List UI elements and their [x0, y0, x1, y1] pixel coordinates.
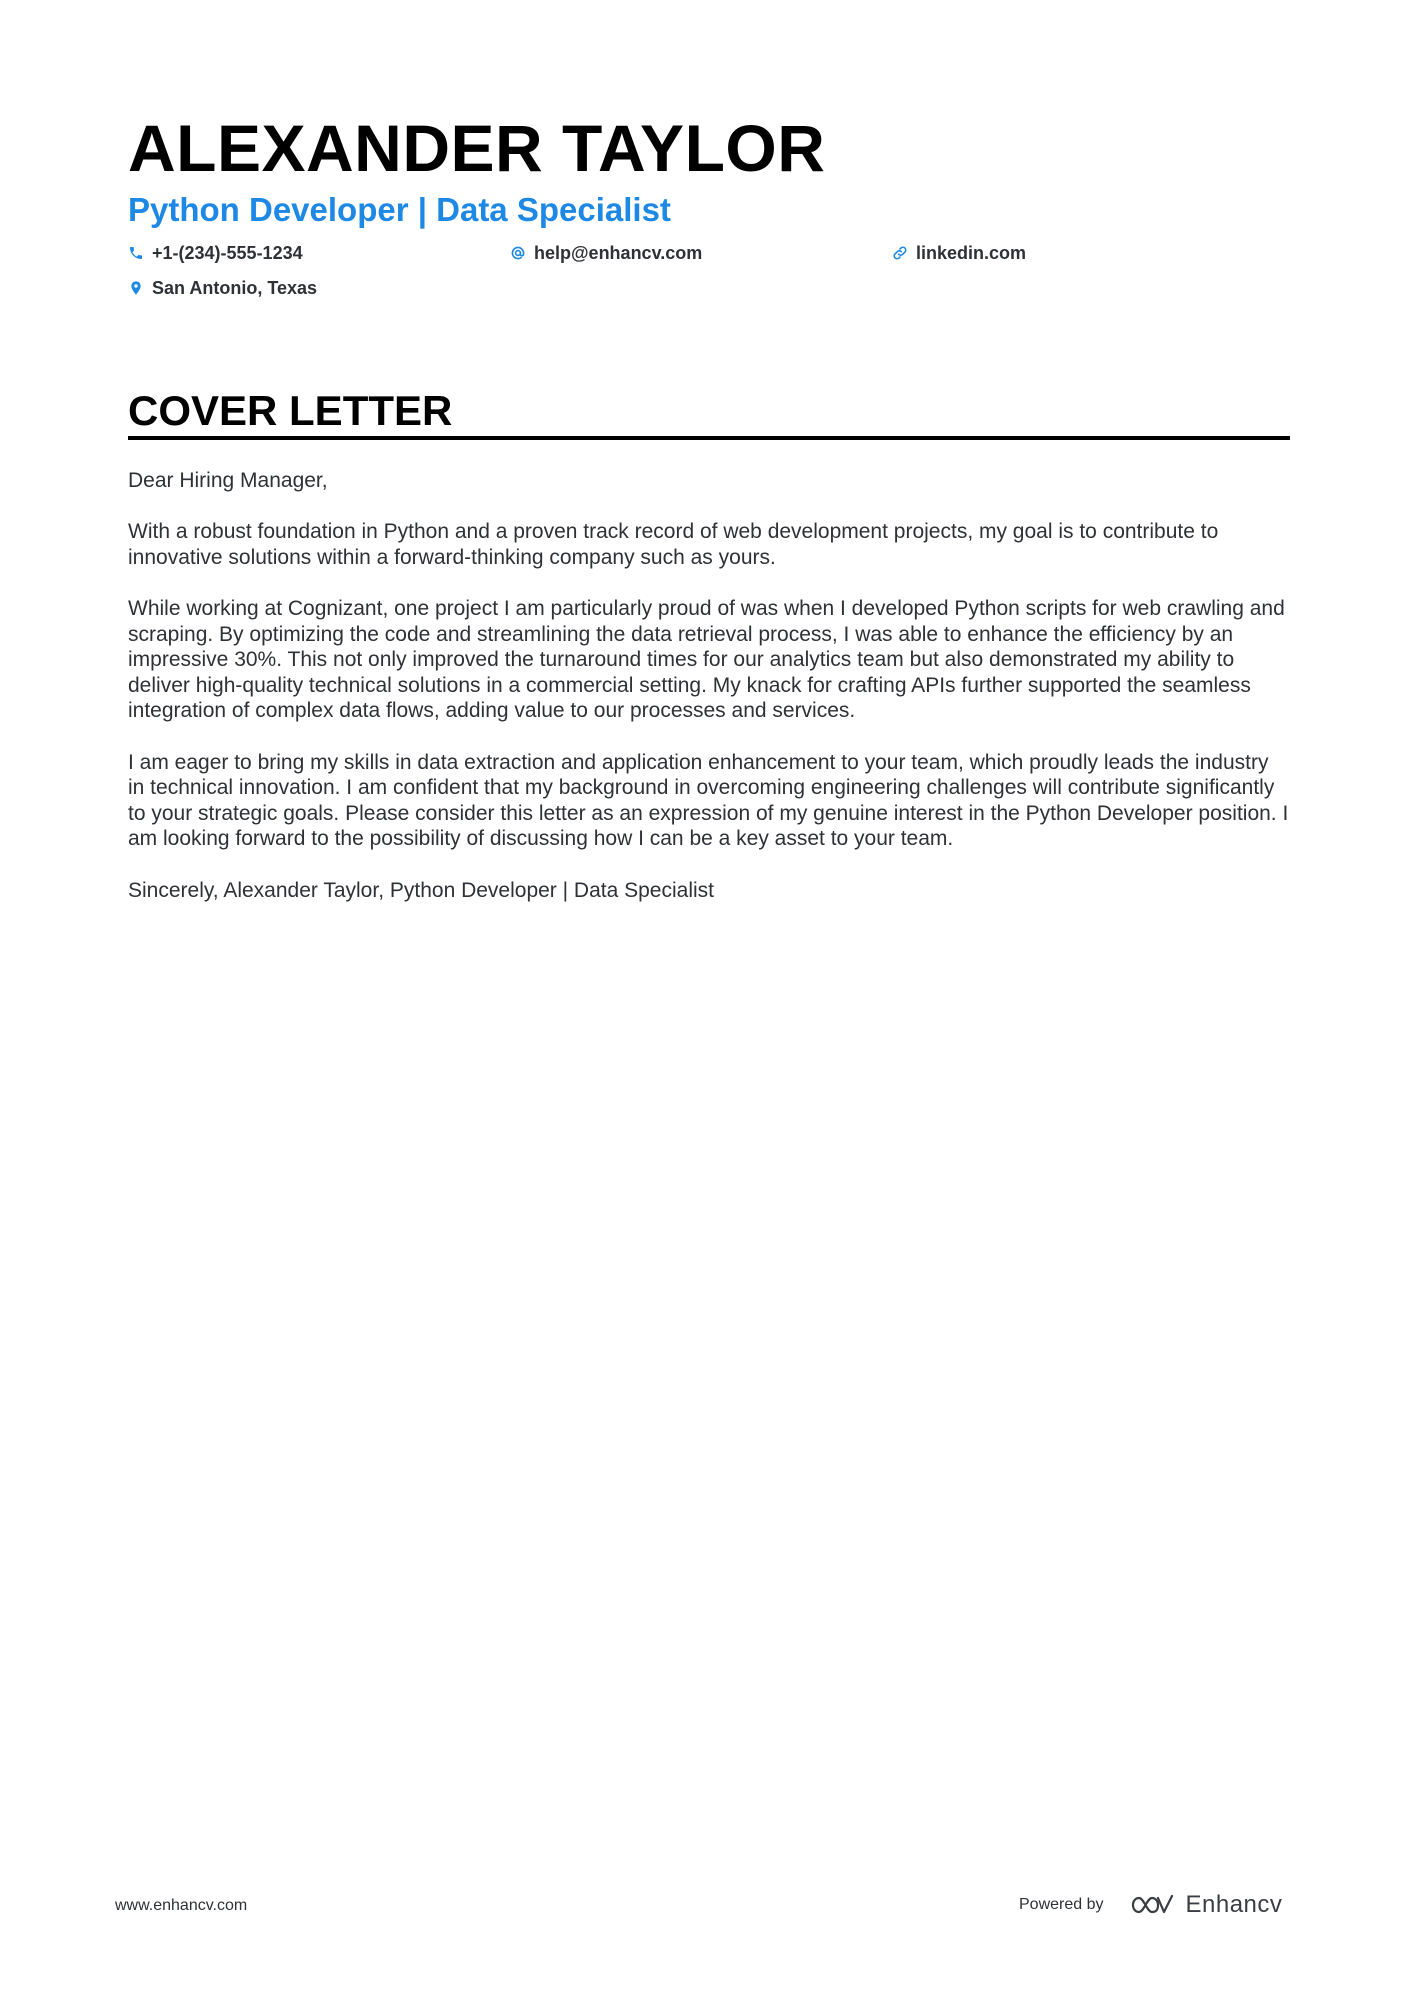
- enhancv-logo-icon: [1130, 1893, 1174, 1917]
- email-text[interactable]: help@enhancv.com: [534, 243, 703, 263]
- at-sign-icon: [510, 245, 526, 261]
- contact-linkedin[interactable]: [892, 242, 1026, 264]
- contact-phone: [128, 242, 303, 264]
- letter-paragraph: With a robust foundation in Python and a proven track record of web development projects, my goal is to contribute to innovative solutions within a forward-thinking company such as yours.: [128, 520, 1219, 569]
- letter-paragraph: I am eager to bring my skills in data extraction and application enhancement to your team, which proudly leads the industry in technical innovation. I am confident that my background in overcoming engineering challenges will contribute significantly to your strategic goals. Please consider this letter as an expression of my genuine interest in the Python Developer position. I am looking forward to the possibility of discussing how I can be a key asset to your team.: [128, 750, 1289, 851]
- candidate-name: ALEXANDER TAYLOR: [128, 111, 826, 185]
- footer-url[interactable]: www.enhancv.com: [115, 1897, 248, 1914]
- section-divider: [128, 436, 1290, 440]
- contact-location: [128, 277, 317, 299]
- location-pin-icon: [128, 280, 144, 296]
- link-icon: [892, 245, 908, 261]
- letter-body: [128, 468, 1290, 929]
- phone-text: +1-(234)-555-1234: [152, 243, 303, 263]
- footer-branding[interactable]: [1019, 1890, 1282, 1920]
- contact-email[interactable]: [510, 242, 702, 264]
- brand-name: Enhancv: [1185, 1891, 1283, 1918]
- powered-by-label: Powered by: [1019, 1896, 1104, 1913]
- location-text: San Antonio, Texas: [152, 278, 318, 298]
- closing: Sincerely, Alexander Taylor, Python Developer | Data Specialist: [128, 878, 714, 902]
- letter-paragraph: While working at Cognizant, one project I am particularly proud of was when I developed Python scripts for web crawling and scraping. By optimizing the code and streamlining the data retrieval process, I was able to enhance the efficiency by an impressive 30%. This not only improved the turnaround times for our analytics team but also demonstrated my ability to deliver high-quality technical solutions in a commercial setting. My knack for crafting APIs further supported the seamless integration of complex data flows, adding value to our processes and services.: [128, 596, 1285, 723]
- candidate-title: Python Developer | Data Specialist: [128, 191, 671, 228]
- section-title: COVER LETTER: [128, 387, 453, 434]
- salutation: Dear Hiring Manager,: [128, 469, 328, 492]
- linkedin-text[interactable]: linkedin.com: [916, 243, 1027, 263]
- phone-icon: [128, 245, 144, 261]
